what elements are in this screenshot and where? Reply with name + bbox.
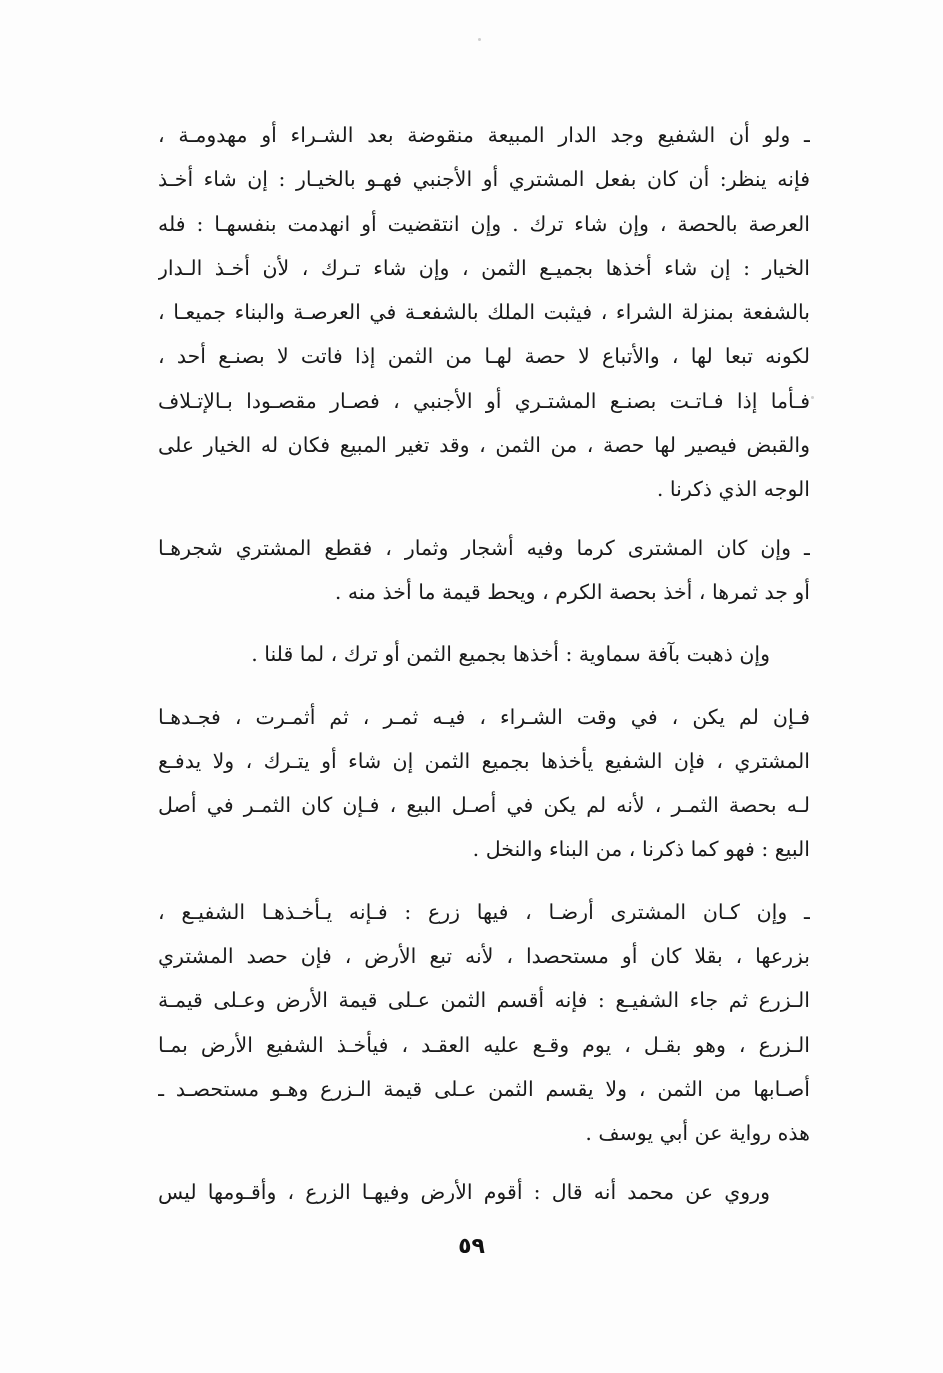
text-line: وروي عن محمد أنه قال : أقوم الأرض وفيهـا الزرع ، وأقـومها ليس	[158, 1179, 770, 1204]
text-line: والقبض فيصير لها حصة ، من الثمن ، وقد تغير المبيع فكان له الخيار على	[158, 433, 810, 458]
paragraph-6	[158, 1170, 810, 1214]
text-line: ـ وإن كـان المشترى أرضـا ، فيها زرع : فـإنه يـأخـذهـا الشفيـع ،	[158, 899, 810, 924]
text-line: الـزرع ثم جاء الشفيـع : فإنه أقسم الثمن عـلى قيمة الأرض وعـلى قيمـة	[158, 988, 810, 1013]
paragraph-2	[158, 526, 810, 615]
text-line: الـزرع ، وهو بقـل ، يوم وقـع عليه العقـد ، فيأخـذ الشفيع الأرض بمـا	[158, 1032, 810, 1057]
text-line: لكونه تبعا لها ، والأتباع لا حصة لهـا من الثمن إذا فاتت لا بصنـع أحد ،	[158, 344, 810, 369]
text-line: أو جد ثمرها ، أخذ بحصة الكرم ، ويحط قيمة ما أخذ منه .	[334, 579, 810, 604]
paragraph-5	[158, 890, 810, 1156]
text-line: الخيار : إن شاء أخذها بجميـع الثمن ، وإن شاء تـرك ، لأن أخـذ الـدار	[158, 255, 810, 280]
paragraph-gap	[158, 512, 810, 526]
text-line: وإن ذهبت بآفة سماوية : أخذها بجميع الثمن أو ترك ، لما قلنا .	[251, 642, 770, 667]
text-line: هذه رواية عن أبي يوسف .	[585, 1121, 810, 1146]
page-number: ٥٩	[458, 1234, 485, 1259]
text-line: لـه بحصة الثمـر ، لأنه لم يكن في أصـل البيع ، فـإن كان الثمـر في أصل	[158, 793, 810, 818]
paragraph-4	[158, 695, 810, 872]
text-line: العرصة بالحصة ، وإن شاء ترك . وإن انتقضيت أو انهدمت بنفسهـا : فله	[158, 211, 810, 236]
scan-speck	[811, 396, 814, 399]
text-line: ـ وإن كان المشترى كرما وفيه أشجار وثمار ، فقطع المشتري شجرهـا	[158, 535, 810, 560]
page-body-text	[158, 113, 810, 1214]
paragraph-3	[158, 632, 810, 676]
paragraph-1	[158, 113, 810, 512]
paragraph-gap	[158, 614, 810, 632]
scan-speck	[478, 38, 481, 41]
text-line: الوجه الذي ذكرنا .	[656, 477, 810, 502]
text-line: ـ ولو أن الشفيع وجد الدار المبيعة منقوضة بعد الشـراء أو مهدومـة ،	[158, 123, 810, 147]
text-line: فـإن لم يكن ، في وقت الشـراء ، فيـه ثمـر ، ثم أثمـرت ، فجـدهـا	[158, 704, 810, 729]
text-line: فإنه ينظر: أن كان بفعل المشتري أو الأجنبي فهـو بالخيـار : إن شاء أخـذ	[158, 167, 810, 192]
text-line: أصـابها من الثمن ، ولا يقسم الثمن عـلى قيمة الـزرع وهـو مستحصـد ـ	[158, 1076, 810, 1101]
text-line: المشتري ، فإن الشفيع يأخذها بجميع الثمن إن شاء أو يتـرك ، ولا يدفـع	[158, 748, 810, 773]
paragraph-gap	[158, 872, 810, 890]
paragraph-gap	[158, 1156, 810, 1170]
text-line: بزرعها ، بقلا كان أو مستحصدا ، لأنه تبع الأرض ، فإن حصد المشتري	[158, 944, 810, 969]
text-line: فـأما إذا فـاتـت بصنـع المشتـري أو الأجنبي ، فصـار مقصـودا بـالإتـلاف	[158, 388, 810, 413]
text-line: بالشفعة بمنزلة الشراء ، فيثبت الملك بالشفعـة في العرصـة والبناء جميعـا ،	[158, 300, 810, 325]
paragraph-gap	[158, 677, 810, 695]
text-line: البيع : فهو كما ذكرنا ، من البناء والنخل .	[472, 837, 810, 862]
